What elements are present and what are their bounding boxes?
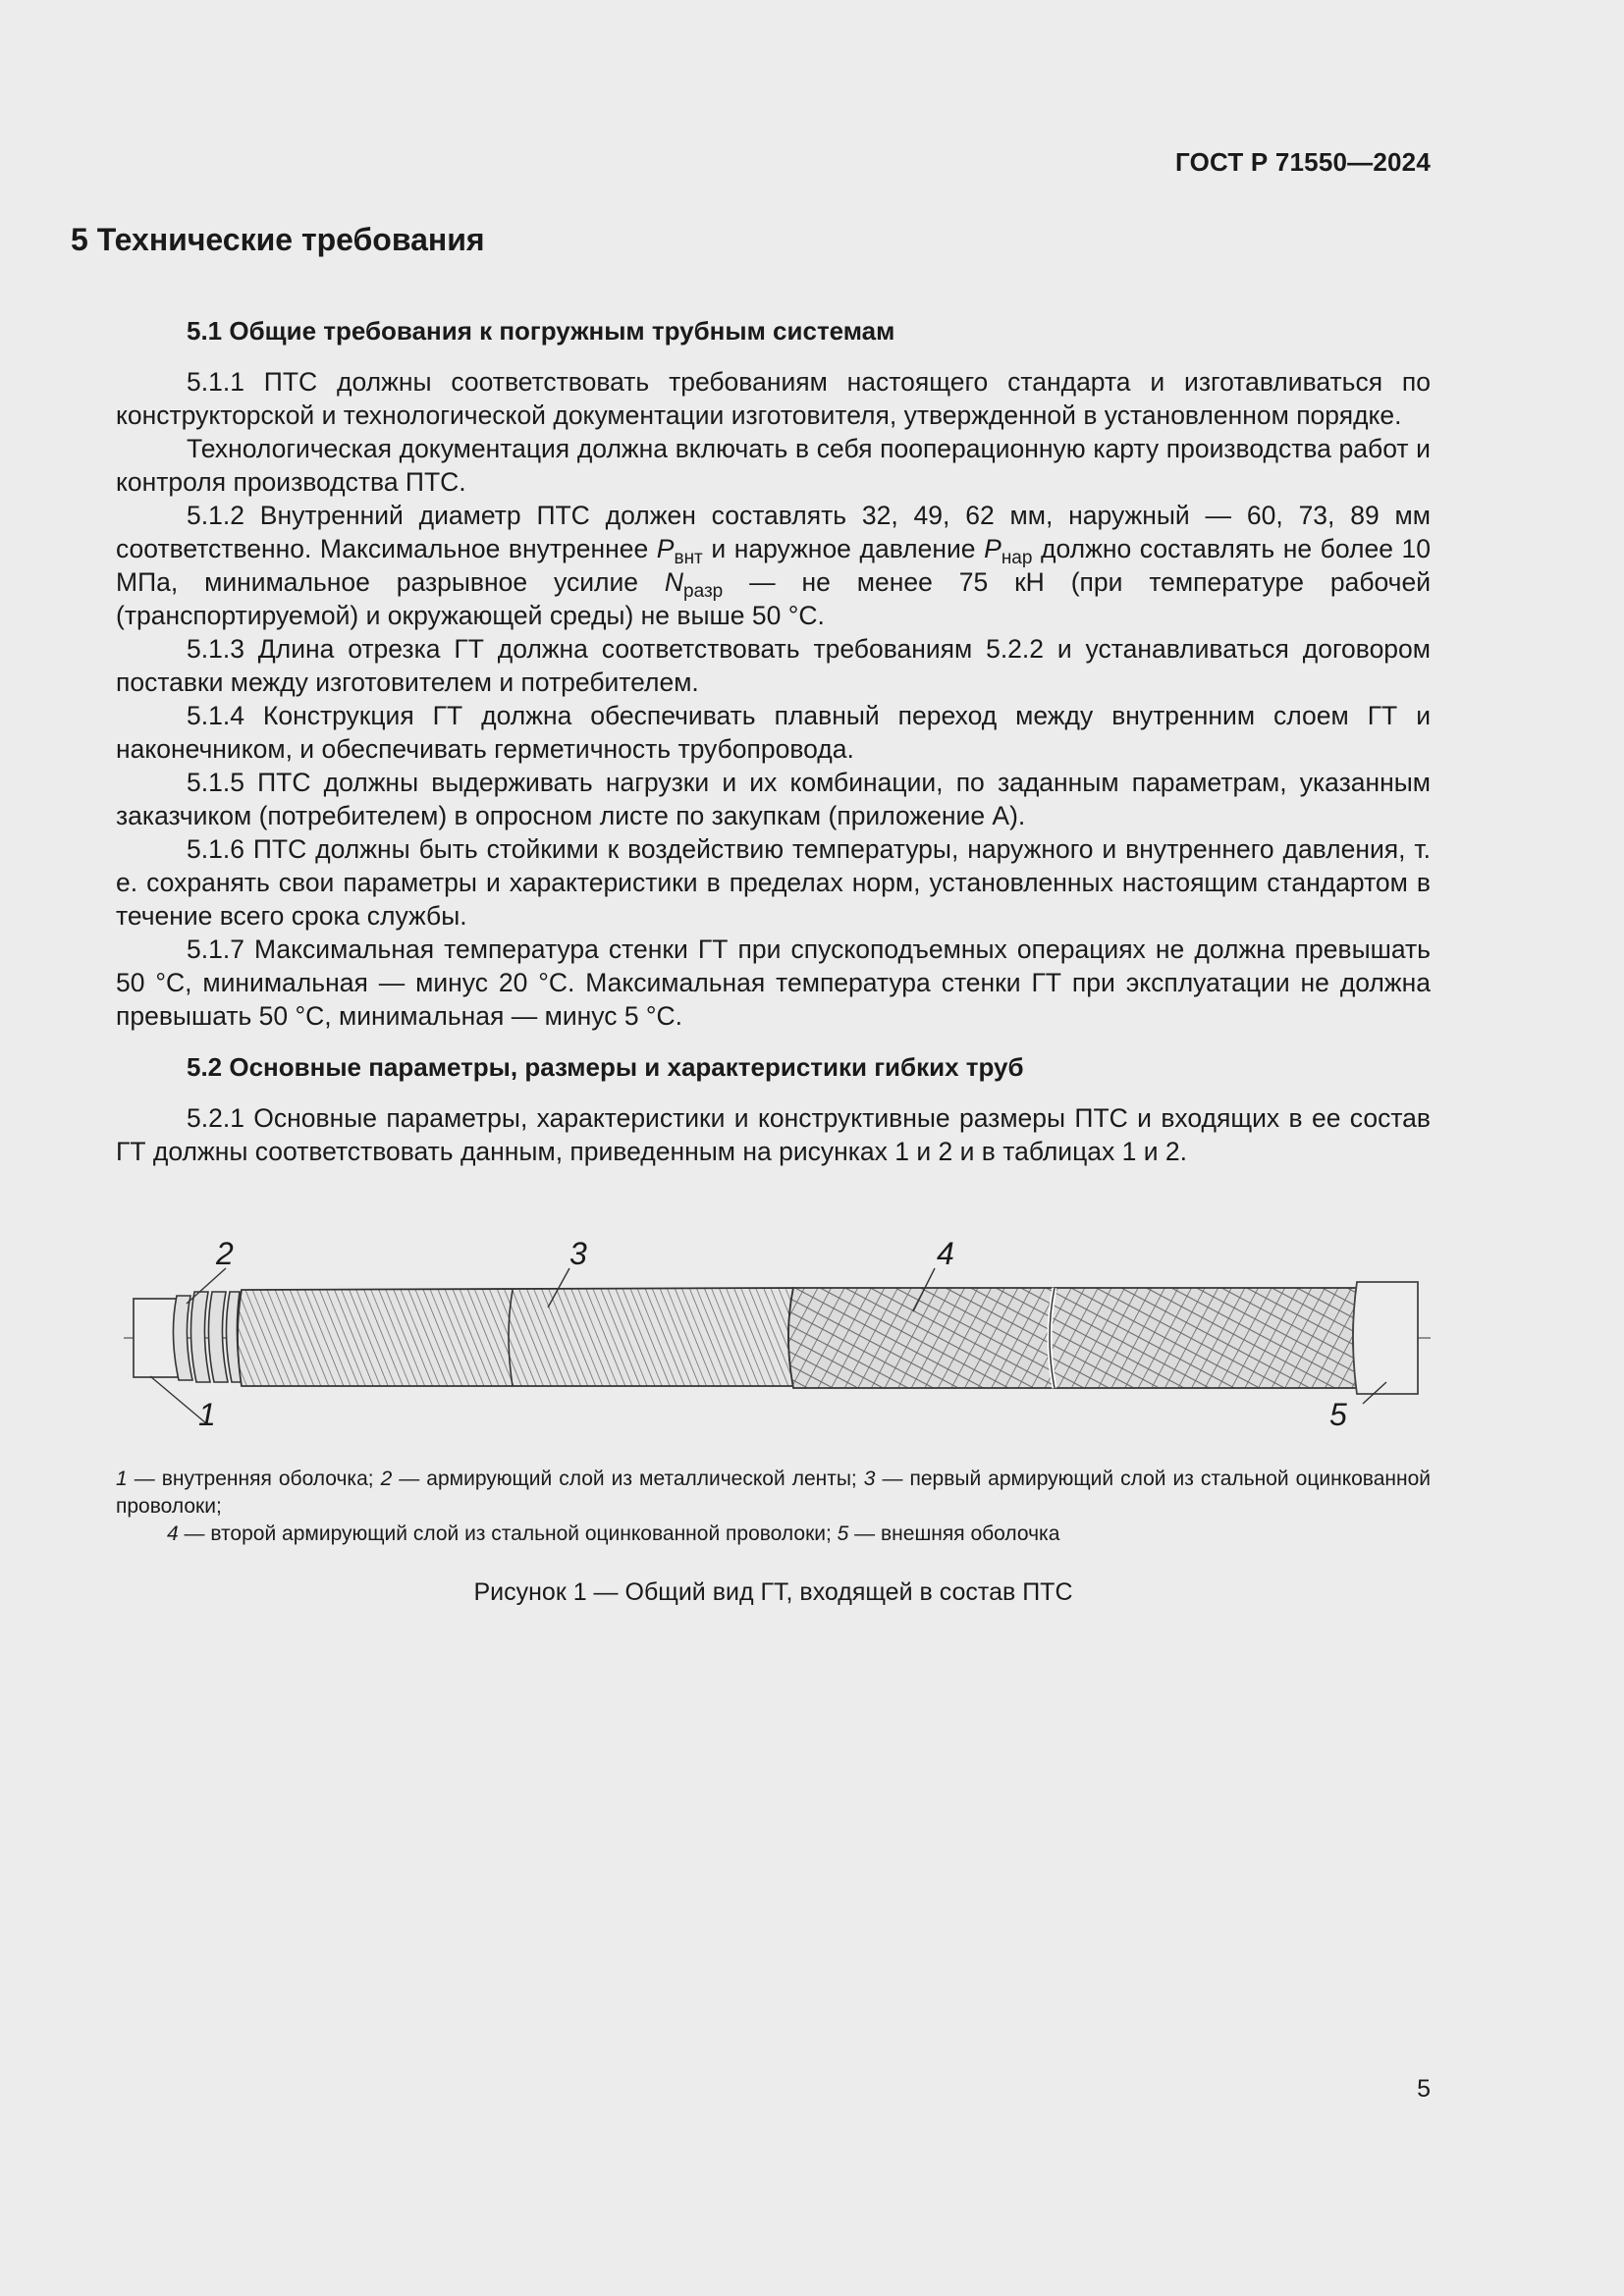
- callout-2: 2: [216, 1236, 234, 1271]
- callout-4: 4: [937, 1236, 954, 1271]
- document-code: ГОСТ Р 71550—2024: [1175, 147, 1431, 177]
- subsection-body-5-1: [116, 365, 1431, 1033]
- paragraph-5-1-7: 5.1.7 Максимальная температура стенки ГТ при спускоподъемных операциях не должна превышать 50 °С, минимальная — минус 20 °С. Максимальная температура стенки ГТ при эксплуатации не должна превышать 50 °С, минимальная — минус 5 °С.: [116, 934, 1431, 1031]
- subscript-nar: нар: [1001, 548, 1033, 568]
- paragraph-5-1-2: 5.1.2 Внутренний диаметр ПТС должен составлять 32, 49, 62 мм, наружный — 60, 73, 89 мм соответственно. Максимальное внутреннее $P_{внт}$ и наружное давление $P_{нар}$ должно составлять не более 10 МПа, минимальное разрывное усилие $N_{разр}$ — не менее 75 кН (при температуре рабочей (транспортируемой) и окружающей среды) не выше 50 °С.: [116, 501, 1432, 630]
- second-wire-layer: [788, 1288, 1357, 1388]
- figure-legend: [116, 1466, 1431, 1548]
- metal-tape-layer: [173, 1292, 242, 1382]
- page-number: 5: [1417, 2075, 1431, 2103]
- callout-5: 5: [1329, 1397, 1347, 1432]
- callout-1: 1: [198, 1397, 216, 1432]
- first-wire-layer: [238, 1288, 793, 1386]
- callout-3: 3: [569, 1236, 587, 1271]
- legend-line-1: 1 — внутренняя оболочка; 2 — армирующий слой из металлической ленты; 3 — первый армирующий слой из стальной оцинкованной проволоки;: [116, 1468, 1432, 1518]
- paragraph-5-2-1: 5.2.1 Основные параметры, характеристики и конструктивные размеры ПТС и входящих в ее состав ГТ должны соответствовать данным, приведенным на рисунках 1 и 2 и в таблицах 1 и 2.: [116, 1103, 1431, 1166]
- section-title: 5 Технические требования: [71, 222, 485, 257]
- figure-pipe-drawing: [116, 1227, 1431, 1433]
- paragraph-5-1-4: 5.1.4 Конструкция ГТ должна обеспечивать плавный переход между внутренним слоем ГТ и наконечником, и обеспечивать герметичность трубопровода.: [116, 701, 1431, 764]
- figure-caption: Рисунок 1 — Общий вид ГТ, входящей в состав ПТС: [473, 1578, 1073, 1606]
- paragraph-5-1-1: 5.1.1 ПТС должны соответствовать требованиям настоящего стандарта и изготавливаться по конструкторской и технологической документации изготовителя, утвержденной в установленном порядке.: [116, 367, 1431, 430]
- paragraph-5-1-5: 5.1.5 ПТС должны выдерживать нагрузки и их комбинации, по заданным параметрам, указанным заказчиком (потребителем) в опросном листе по закупкам (приложение А).: [116, 768, 1431, 830]
- outer-sheath-end: [1353, 1282, 1418, 1394]
- pipe-drawing: [116, 1227, 1431, 1433]
- subscript-vnt: внт: [674, 548, 703, 568]
- paragraph-5-1-6: 5.1.6 ПТС должны быть стойкими к воздействию температуры, наружного и внутреннего давления, т. е. сохранять свои параметры и характеристики в пределах норм, установленных настоящим стандартом в течение всего срока службы.: [116, 834, 1431, 931]
- symbol-p: P: [984, 534, 1001, 563]
- subsection-title-5-1: 5.1 Общие требования к погружным трубным системам: [187, 316, 895, 346]
- paragraph-tech-doc: Технологическая документация должна включать в себя пооперационную карту производства работ и контроля производства ПТС.: [116, 434, 1431, 497]
- symbol-p: P: [656, 534, 675, 563]
- subscript-razr: разр: [683, 581, 724, 602]
- subsection-body-5-2: [116, 1101, 1431, 1168]
- legend-line-2: 4 — второй армирующий слой из стальной оцинкованной проволоки; 5 — внешняя оболочка: [167, 1522, 1060, 1545]
- paragraph-5-1-3: 5.1.3 Длина отрезка ГТ должна соответствовать требованиям 5.2.2 и устанавливаться договором поставки между изготовителем и потребителем.: [116, 634, 1431, 697]
- symbol-n: N: [664, 567, 684, 597]
- subsection-title-5-2: 5.2 Основные параметры, размеры и характеристики гибких труб: [187, 1052, 1024, 1082]
